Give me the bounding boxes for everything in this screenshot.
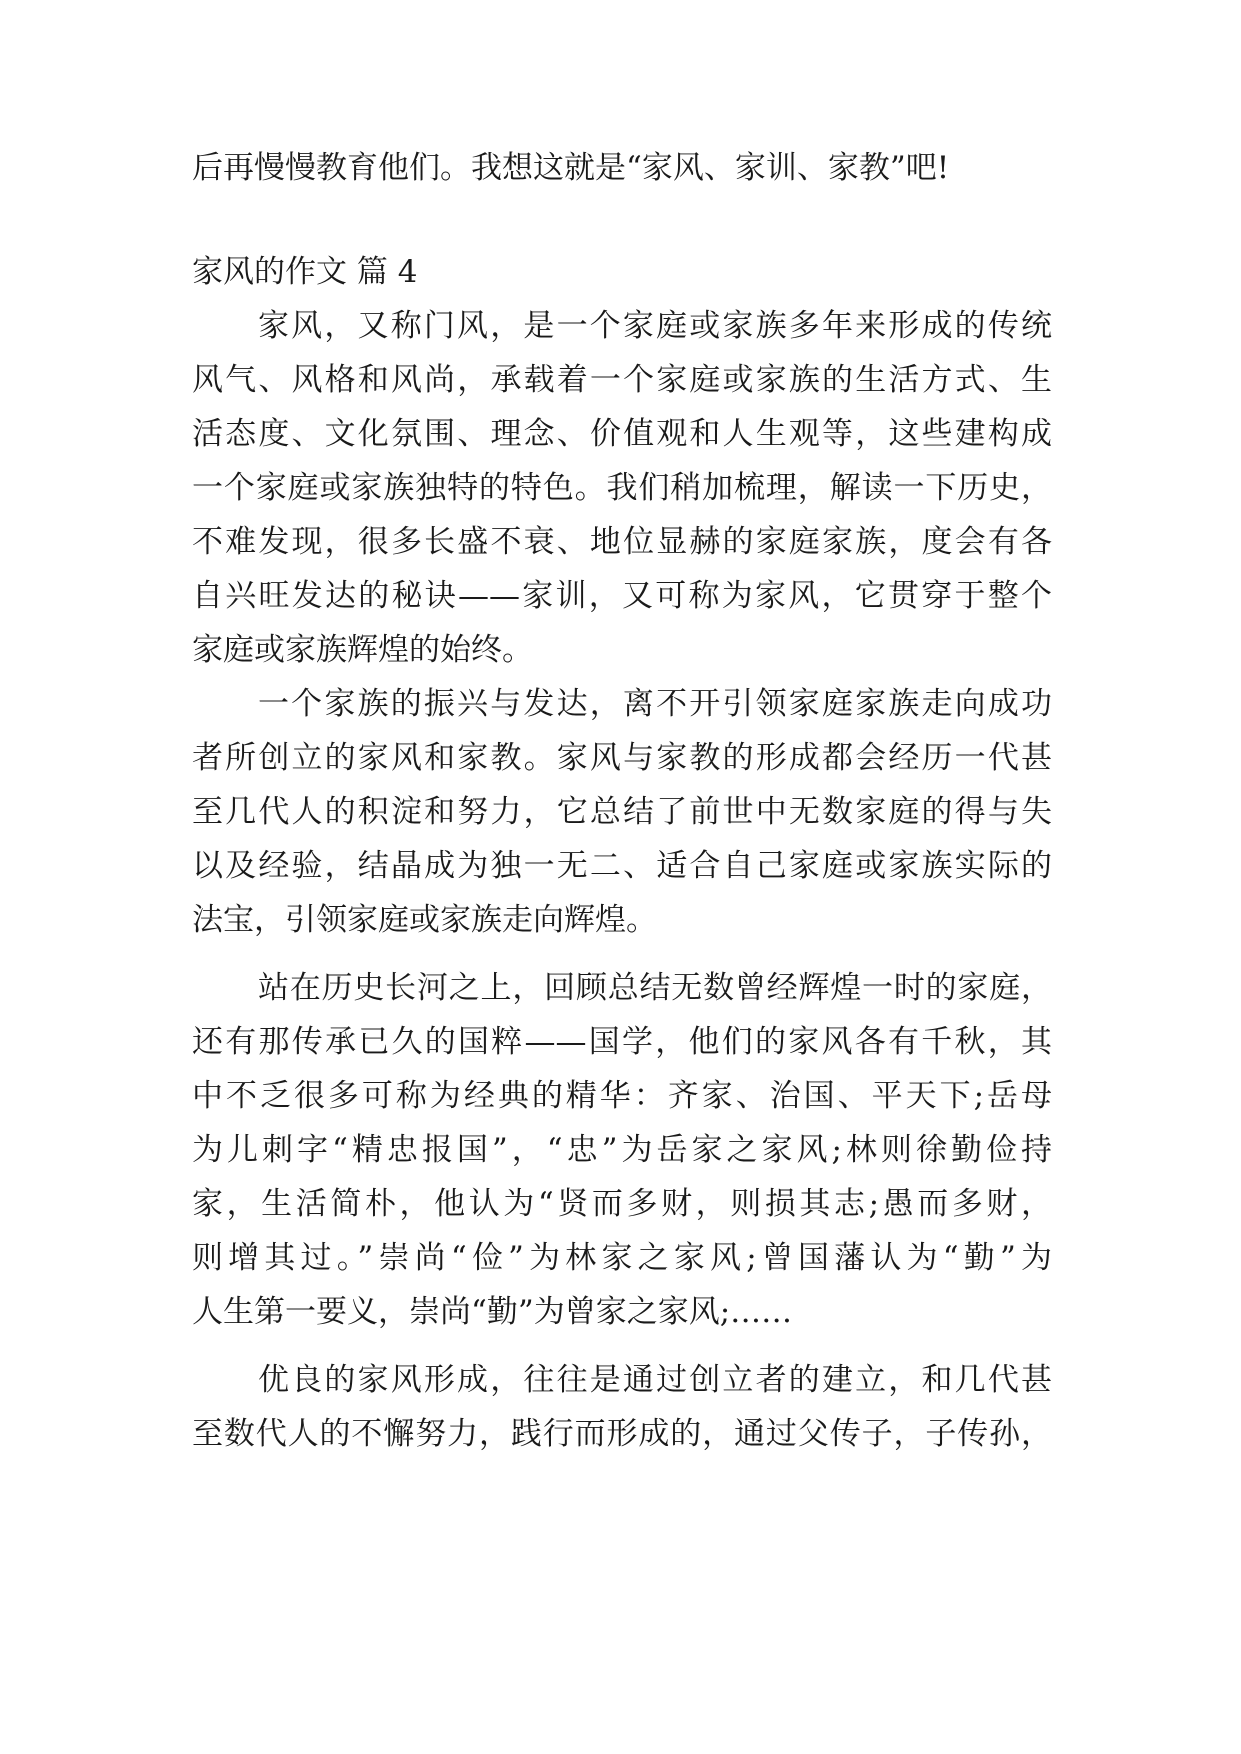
paragraph-line: 至几代人的积淀和努力，它总结了前世中无数家庭的得与失 <box>192 794 1052 830</box>
paragraph-line: 中不乏很多可称为经典的精华：齐家、治国、平天下;岳母 <box>192 1078 1052 1114</box>
paragraph-line: 风气、风格和风尚，承载着一个家庭或家族的生活方式、生 <box>192 362 1052 398</box>
paragraph-line: 则增其过。”崇尚“俭”为林家之家风;曾国藩认为“勤”为 <box>192 1240 1052 1276</box>
paragraph-line: 一个家庭或家族独特的特色。我们稍加梳理，解读一下历史， <box>192 470 1052 506</box>
paragraph-line: 者所创立的家风和家教。家风与家教的形成都会经历一代甚 <box>192 740 1052 776</box>
paragraph-line: 还有那传承已久的国粹——国学，他们的家风各有千秋，其 <box>192 1024 1052 1060</box>
paragraph-line: 一个家族的振兴与发达，离不开引领家庭家族走向成功 <box>258 686 1052 722</box>
paragraph-line: 家，生活简朴，他认为“贤而多财，则损其志;愚而多财， <box>192 1186 1052 1222</box>
paragraph-line: 优良的家风形成，往往是通过创立者的建立，和几代甚 <box>258 1362 1052 1398</box>
paragraph-line: 人生第一要义，崇尚“勤”为曾家之家风;…… <box>192 1294 793 1330</box>
paragraph-line: 自兴旺发达的秘诀——家训，又可称为家风，它贯穿于整个 <box>192 578 1052 614</box>
paragraph-line: 至数代人的不懈努力，践行而形成的，通过父传子，子传孙， <box>192 1416 1052 1452</box>
paragraph-line: 站在历史长河之上，回顾总结无数曾经辉煌一时的家庭， <box>258 970 1052 1006</box>
paragraph-line: 以及经验，结晶成为独一无二、适合自己家庭或家族实际的 <box>192 848 1052 884</box>
paragraph-line: 家庭或家族辉煌的始终。 <box>192 632 533 668</box>
paragraph-line: 为儿刺字“精忠报国”，“忠”为岳家之家风;林则徐勤俭持 <box>192 1132 1052 1168</box>
paragraph-line: 不难发现，很多长盛不衰、地位显赫的家庭家族，度会有各 <box>192 524 1052 560</box>
paragraph-line: 家风，又称门风，是一个家庭或家族多年来形成的传统 <box>258 308 1052 344</box>
section-title: 家风的作文 篇 4 <box>192 254 418 290</box>
paragraph-line: 法宝，引领家庭或家族走向辉煌。 <box>192 902 657 938</box>
lead-line: 后再慢慢教育他们。我想这就是“家风、家训、家教”吧! <box>192 150 950 186</box>
paragraph-line: 活态度、文化氛围、理念、价值观和人生观等，这些建构成 <box>192 416 1052 452</box>
